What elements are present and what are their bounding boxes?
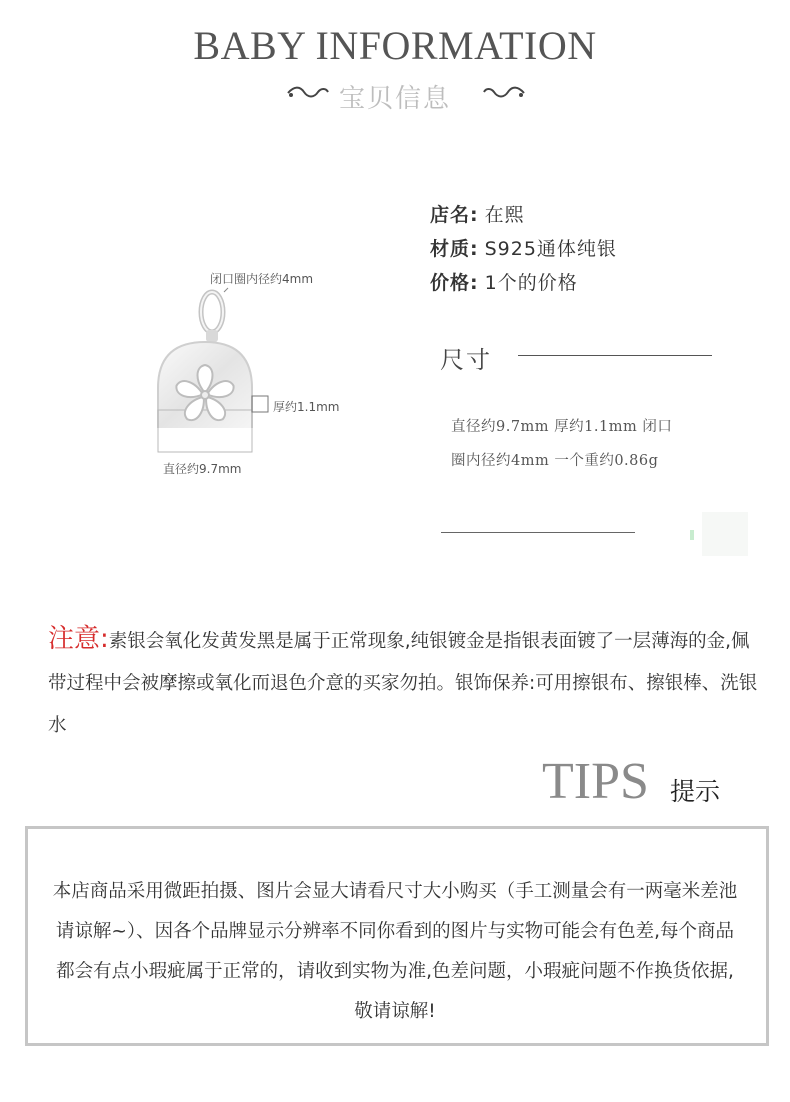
size-heading: 尺寸: [440, 346, 492, 374]
info-value: 1个的价格: [484, 272, 578, 294]
notice-text: 素银会氧化发黄发黑是属于正常现象,纯银镀金是指银表面镀了一层薄海的金,佩带过程中会被摩擦或氧化而退色介意的买家勿拍。银饰保养:可用擦银布、擦银棒、洗银水: [48, 631, 758, 736]
care-notice: [48, 618, 764, 747]
info-row-shop: [430, 200, 525, 227]
notice-lead: 注意:: [48, 624, 109, 654]
tips-title: TIPS: [542, 753, 649, 810]
page-subtitle: 宝贝信息: [338, 84, 451, 114]
page-title: BABY INFORMATION: [193, 23, 597, 68]
info-row-material: [430, 234, 617, 261]
info-key: 店名:: [430, 204, 479, 226]
size-divider: [518, 355, 712, 356]
diameter-annotation: 直径约9.7mm: [163, 462, 242, 476]
size-bottom-divider: [441, 532, 635, 533]
info-key: 价格:: [430, 272, 479, 294]
info-value: 在熙: [484, 204, 525, 226]
size-line-1: 直径约9.7mm 厚约1.1mm 闭口: [451, 419, 673, 435]
right-flourish-icon: [482, 84, 526, 102]
ring-diameter-annotation: 闭口圈内径约4mm: [210, 272, 314, 286]
thickness-annotation: 厚约1.1mm: [273, 400, 340, 414]
decorative-mark: [690, 530, 694, 540]
info-value: S925通体纯银: [484, 238, 617, 260]
tips-body: 本店商品采用微距拍摄、图片会显大请看尺寸大小购买（手工测量会有一两毫米差池请谅解~）、因各个品牌显示分辨率不同你看到的图片与实物可能会有色差,每个商品都会有点小瑕疵属于正常的，请收到实物为准,色差问题，小瑕疵问题不作换货依据,敬请谅解!: [52, 881, 738, 1022]
size-line-2: 圈内径约4mm 一个重约0.86g: [451, 453, 659, 469]
decorative-block: [702, 512, 748, 556]
product-pendant-image: [150, 260, 380, 490]
info-row-price: [430, 268, 578, 295]
info-key: 材质:: [430, 238, 479, 260]
tips-subtitle: 提示: [670, 777, 721, 806]
